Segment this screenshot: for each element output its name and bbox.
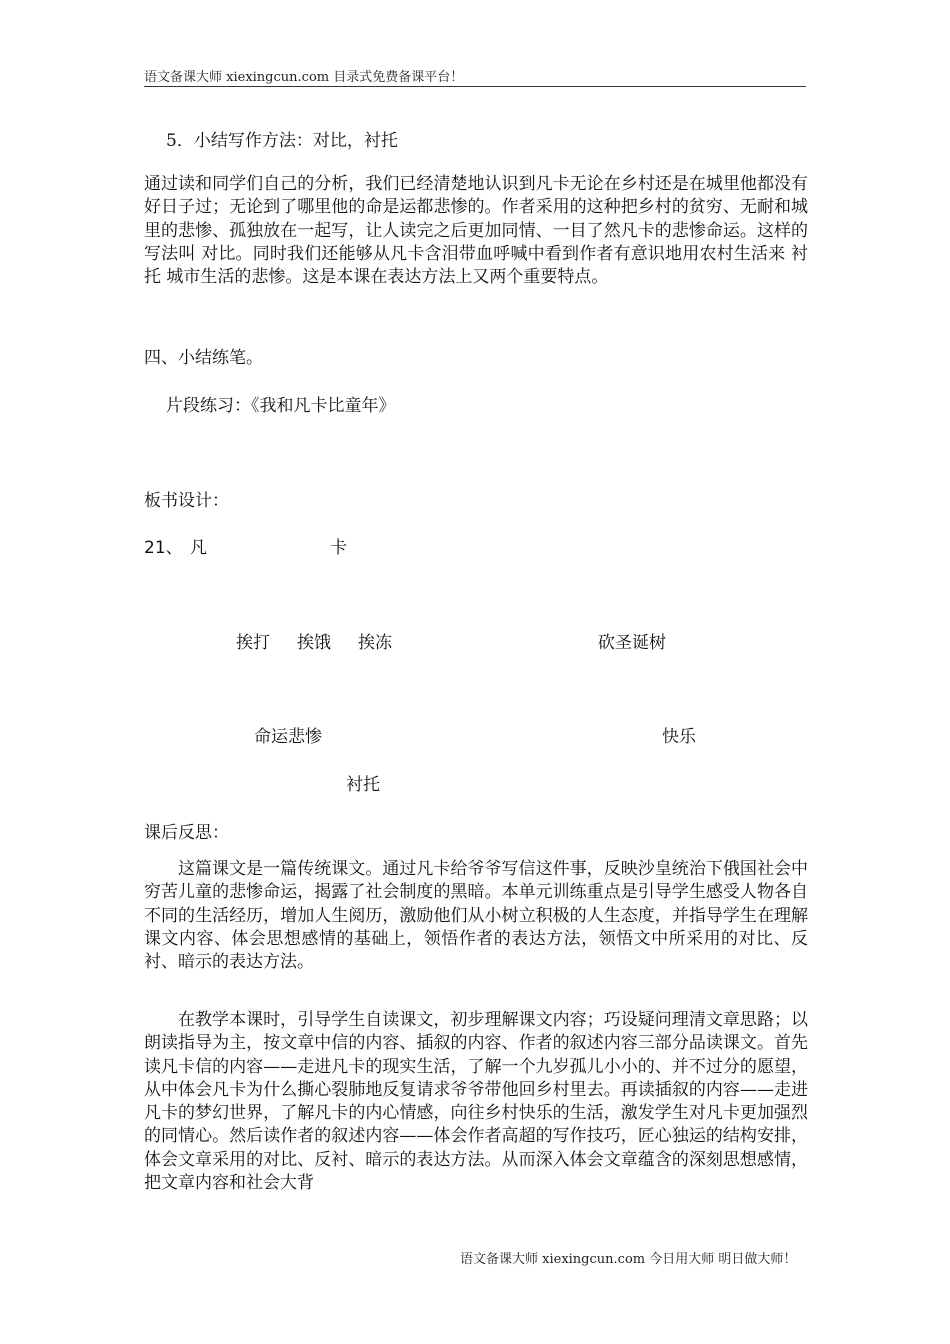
reflection-paragraph-1: 这篇课文是一篇传统课文。通过凡卡给爷爷写信这件事，反映沙皇统治下俄国社会中穷苦儿童的悲惨命运，揭露了社会制度的黑暗。本单元训练重点是引导学生感受人物各自不同的生活经历，增加人生阅历，激励他们从小树立积极的人生态度，并指导学生在理解课文内容、体会思想感情的基础上，领悟作者的表达方法，领悟文中所采用的对比、反衬、暗示的表达方法。 xyxy=(144,859,808,973)
board-lesson-number: 21、 xyxy=(144,538,183,558)
board-title-ka: 卡 xyxy=(330,538,347,558)
board-left-items: 挨打 挨饿 挨冻 xyxy=(236,633,393,653)
reflection-paragraph-2: 在教学本课时，引导学生自读课文，初步理解课文内容；巧设疑问理清文章思路；以朗读指导为主，按文章中信的内容、插叙的内容、作者的叙述内容三部分品读课文。首先读凡卡信的内容——走进凡卡的现实生活，了解一个九岁孤儿小小的、并不过分的愿望，从中体会凡卡为什么撕心裂肺地反复请求爷爷带他回乡村里去。再读插叙的内容——走进凡卡的梦幻世界，了解凡卡的内心情感，向往乡村快乐的生活，激发学生对凡卡更加强烈的同情心。然后读作者的叙述内容——体会作者高超的写作技巧，匠心独运的结构安排，体会文章采用的对比、反衬、暗示的表达方法。从而深入体会文章蕴含的深刻思想感情，把文章内容和社会大背 xyxy=(144,1010,808,1194)
board-center-label: 衬托 xyxy=(346,775,380,795)
board-title-fan: 凡 xyxy=(190,538,207,558)
section-4-title: 四、小结练笔。 xyxy=(144,348,263,368)
board-right-item: 砍圣诞树 xyxy=(598,633,666,653)
exercise-line: 片段练习：《我和凡卡比童年》 xyxy=(166,396,396,416)
page-footer: 语文备课大师 xiexingcun.com 今日用大师 明日做大师！ xyxy=(460,1252,797,1267)
reflection-heading: 课后反思： xyxy=(144,823,229,843)
section-5-title: 5．小结写作方法：对比，衬托 xyxy=(166,131,398,151)
summary-paragraph: 通过读和同学们自己的分析，我们已经清楚地认识到凡卡无论在乡村还是在城里他都没有好日子过；无论到了哪里他的命是运都悲惨的。作者采用的这种把乡村的贫穷、无耐和城里的悲惨、孤独放在一起写，让人读完之后更加同情、一目了然凡卡的悲惨命运。这样的写法叫 对比。同时我们还能够从凡卡含泪带血呼喊中看到作者有意识地用农村生活来 衬托 城市生活的悲惨。这是本课在表达方法上又两个重要特点。 xyxy=(144,174,808,288)
page-header: 语文备课大师 xiexingcun.com 目录式免费备课平台！ xyxy=(144,70,464,85)
board-design-heading: 板书设计： xyxy=(144,491,229,511)
board-right-result: 快乐 xyxy=(662,727,696,747)
board-left-result: 命运悲惨 xyxy=(254,727,322,747)
header-divider xyxy=(144,86,806,87)
